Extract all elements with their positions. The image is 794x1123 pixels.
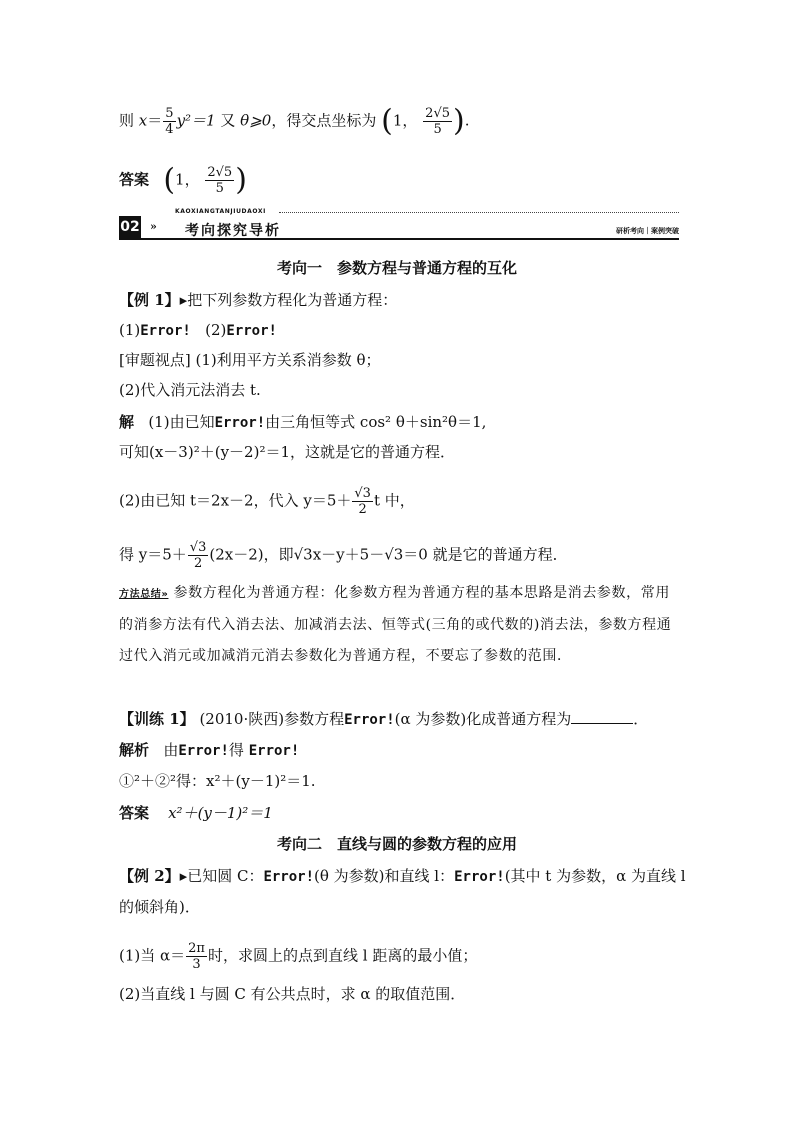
example-2-question-1 bbox=[119, 941, 477, 972]
solution-line-1 bbox=[119, 412, 486, 433]
intersection-line bbox=[119, 103, 470, 139]
error-text: Error! bbox=[178, 743, 229, 759]
text: 时，求圆上的点到直线 l 距离的最小值； bbox=[207, 946, 478, 965]
fraction bbox=[163, 106, 175, 137]
paren-right: ) bbox=[453, 103, 465, 139]
example-2-prompt bbox=[119, 866, 686, 887]
example-2-prompt-2: 的倾斜角)． bbox=[119, 898, 200, 916]
numerator: 2π bbox=[188, 941, 205, 956]
solution-line-2: 可知(x－3)²＋(y－2)²＝1，这就是它的普通方程． bbox=[119, 443, 456, 461]
paren-left: ( bbox=[381, 103, 393, 139]
error-text: Error! bbox=[226, 323, 277, 339]
text: ▸已知圆 C： bbox=[179, 867, 264, 885]
text: (θ 为参数)和直线 l： bbox=[314, 867, 455, 885]
example-2-question-2: (2)当直线 l 与圆 C 有公共点时，求 α 的取值范围． bbox=[119, 985, 466, 1003]
math-expr: 1， bbox=[175, 170, 200, 189]
error-text: Error! bbox=[344, 712, 395, 728]
fraction bbox=[423, 106, 452, 137]
numerator: √3 bbox=[354, 486, 371, 501]
answer-label: 答案 bbox=[119, 170, 150, 189]
error-text: Error! bbox=[248, 743, 300, 759]
example-tag: 【例 1】 bbox=[119, 291, 180, 309]
error-text: Error! bbox=[214, 415, 266, 431]
section-title-2: 考向二 直线与圆的参数方程的应用 bbox=[276, 835, 517, 853]
text: (1)当 α＝ bbox=[119, 946, 186, 965]
denominator: 3 bbox=[192, 957, 201, 972]
fraction bbox=[186, 941, 207, 972]
text: (2x－2)，即 bbox=[209, 545, 294, 564]
paren-left: ( bbox=[163, 162, 176, 198]
error-text: Error! bbox=[263, 869, 315, 885]
text: ． bbox=[633, 710, 649, 728]
solution-label: 解析 bbox=[119, 741, 150, 759]
review-viewpoint bbox=[119, 350, 381, 370]
denominator: 4 bbox=[165, 122, 174, 137]
solution-line-3 bbox=[119, 486, 415, 517]
text: (α 为参数)化成普通方程为 bbox=[394, 710, 572, 728]
example-text: ▸把下列参数方程化为普通方程： bbox=[179, 291, 398, 309]
text: ，得交点坐标为 bbox=[271, 111, 377, 130]
text: (1)由已知 bbox=[148, 413, 215, 431]
text: 由三角恒等式 cos² θ＋sin²θ＝1, bbox=[265, 413, 487, 431]
section-number-badge: 02 bbox=[119, 216, 141, 238]
example-1-items bbox=[119, 320, 277, 341]
training-1-prompt bbox=[119, 709, 648, 730]
banner-title: 考向探究导析 bbox=[185, 223, 281, 239]
numerator: 2√5 bbox=[207, 165, 233, 180]
example-tag: 【例 2】 bbox=[119, 867, 180, 885]
method-text: 参数方程化为普通方程：化参数方程为普通方程的基本思路是消去参数，常用的消参方法有代入消去法、加减消去法、恒等式(三角的或代数的)消去法，参数方程通过代入消元或加减消元消去参数化为普通方程，不要忘了参数的范围． bbox=[119, 585, 672, 664]
fraction bbox=[352, 486, 373, 517]
banner-subtitle: 研析考向｜案例突破 bbox=[616, 227, 679, 235]
text: (其中 t 为参数，α 为直线 l bbox=[504, 867, 686, 885]
answer-text: x²＋(y－1)²＝1 bbox=[168, 804, 273, 822]
text: 得 y＝5＋ bbox=[119, 545, 187, 564]
example-1-prompt bbox=[119, 290, 397, 310]
math-expr: θ⩾0 bbox=[240, 111, 272, 130]
text: √3x－y＋5－√3＝0 就是它的普通方程． bbox=[293, 545, 568, 564]
text: 由 bbox=[163, 741, 179, 759]
item-label: (2) bbox=[205, 321, 227, 339]
denominator: 2 bbox=[358, 502, 367, 517]
paren-right: ) bbox=[235, 162, 247, 198]
section-banner bbox=[119, 208, 679, 240]
viewpoint-tag: [审题视点] bbox=[119, 351, 191, 369]
training-1-solution bbox=[119, 740, 299, 761]
math-expr: y²＝1 bbox=[176, 111, 216, 130]
dotted-divider bbox=[279, 212, 679, 213]
training-tag: 【训练 1】 bbox=[119, 710, 195, 728]
viewpoint-text: (1)利用平方关系消参数 θ； bbox=[190, 351, 381, 369]
answer-label: 答案 bbox=[119, 804, 150, 822]
method-summary bbox=[119, 578, 679, 672]
math-var: x bbox=[138, 111, 148, 130]
method-tag: 方法总结» bbox=[119, 589, 169, 600]
item-label: (1) bbox=[119, 321, 141, 339]
double-arrow-icon: » bbox=[150, 220, 157, 233]
text: 则 bbox=[119, 111, 135, 130]
numerator: 5 bbox=[165, 106, 174, 121]
numerator: √3 bbox=[189, 540, 207, 555]
text: t 中， bbox=[373, 491, 415, 510]
math-op: ＝ bbox=[147, 111, 163, 130]
denominator: 5 bbox=[433, 122, 442, 137]
banner-rule bbox=[119, 238, 679, 240]
math-expr: 1， bbox=[392, 111, 418, 130]
error-text: Error! bbox=[454, 869, 505, 885]
banner-pinyin: KAOXIANGTANJIUDAOXI bbox=[175, 208, 266, 215]
solution-line-4 bbox=[119, 540, 568, 571]
error-text: Error! bbox=[140, 323, 191, 339]
fraction bbox=[188, 540, 209, 571]
solution-label: 解 bbox=[119, 413, 135, 431]
numerator: 2√5 bbox=[425, 106, 450, 121]
review-viewpoint-2: (2)代入消元法消去 t. bbox=[119, 381, 261, 399]
denominator: 5 bbox=[215, 181, 224, 196]
text: . bbox=[464, 111, 470, 130]
text: 又 bbox=[220, 111, 236, 130]
section-title-1: 考向一 参数方程与普通方程的互化 bbox=[276, 259, 517, 277]
denominator: 2 bbox=[193, 556, 203, 571]
answer-blank bbox=[571, 709, 633, 724]
answer-line bbox=[119, 162, 247, 198]
text: (2)由已知 t＝2x－2，代入 y＝5＋ bbox=[119, 491, 352, 510]
text: 得 bbox=[228, 741, 244, 759]
training-1-answer bbox=[119, 803, 273, 823]
text: (2010·陕西)参数方程 bbox=[194, 710, 345, 728]
fraction bbox=[205, 165, 234, 196]
training-1-solution-2: ①²＋②²得：x²＋(y－1)²＝1. bbox=[119, 772, 316, 790]
